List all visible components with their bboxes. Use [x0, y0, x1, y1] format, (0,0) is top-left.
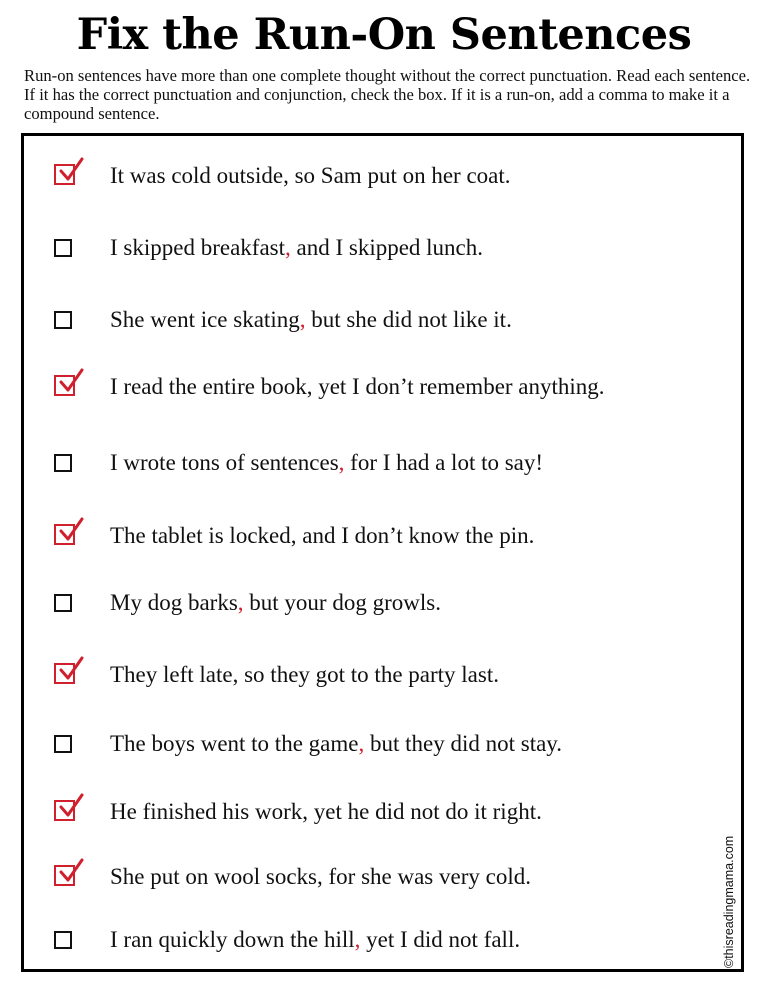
sentence-part: but she did not like it.	[305, 307, 512, 332]
sentence-part: They left late, so they got to the party last.	[110, 662, 499, 687]
sentence-part: My dog barks	[110, 590, 238, 615]
sentence-text	[110, 726, 562, 762]
checkmark-icon	[58, 517, 84, 543]
checkmark-icon	[58, 656, 84, 682]
sentence-part: I wrote tons of sentences	[110, 450, 339, 475]
sentence-text	[110, 158, 511, 194]
empty-checkbox[interactable]	[54, 454, 72, 472]
checkmark-icon	[58, 157, 84, 183]
empty-checkbox[interactable]	[54, 735, 72, 753]
empty-checkbox[interactable]	[54, 931, 72, 949]
sentence-row	[54, 859, 734, 899]
sentence-row	[54, 445, 734, 485]
checkmark-icon	[58, 858, 84, 884]
sentence-text	[110, 369, 605, 405]
checked-checkbox[interactable]	[54, 663, 75, 684]
sentence-text	[110, 794, 542, 830]
sentence-row	[54, 518, 734, 558]
sentence-text	[110, 585, 441, 621]
empty-checkbox[interactable]	[54, 239, 72, 257]
added-comma: ,	[354, 927, 361, 952]
sentence-row	[54, 794, 734, 834]
sentence-text	[110, 445, 543, 481]
checkmark-icon	[58, 793, 84, 819]
sentence-part: He finished his work, yet he did not do it right.	[110, 799, 542, 824]
checked-checkbox[interactable]	[54, 865, 75, 886]
sentence-part: The boys went to the game	[110, 731, 359, 756]
sentence-row	[54, 369, 734, 409]
page-title: Fix the Run-On Sentences	[76, 10, 692, 60]
added-comma: ,	[338, 450, 345, 475]
sentence-row	[54, 302, 734, 342]
instructions-text: Run-on sentences have more than one complete thought without the correct punctuation. Read each sentence. If it has the correct punctuation and conjunction, check the box. If it is a run-on, add a comma to make it a compound sentence.	[24, 66, 751, 123]
sentence-part: I skipped breakfast	[110, 235, 285, 260]
sentence-text	[110, 518, 534, 554]
checkmark-icon	[58, 368, 84, 394]
sentence-row	[54, 726, 734, 766]
sentence-part: I ran quickly down the hill	[110, 927, 355, 952]
sentence-part: I read the entire book, yet I don’t remember anything.	[110, 374, 605, 399]
checked-checkbox[interactable]	[54, 164, 75, 185]
worksheet-box	[21, 133, 744, 972]
added-comma: ,	[285, 235, 291, 260]
checked-checkbox[interactable]	[54, 800, 75, 821]
added-comma: ,	[237, 590, 244, 615]
sentence-part: She put on wool socks, for she was very cold.	[110, 864, 531, 889]
sentence-part: for I had a lot to say!	[344, 450, 544, 475]
sentence-text	[110, 302, 512, 338]
sentence-text	[110, 657, 499, 693]
sentence-row	[54, 158, 734, 198]
sentence-row	[54, 230, 734, 270]
sentence-part: It was cold outside, so Sam put on her coat.	[110, 163, 511, 188]
checked-checkbox[interactable]	[54, 524, 75, 545]
sentence-text	[110, 230, 483, 266]
added-comma: ,	[358, 731, 365, 756]
sentence-text	[110, 859, 531, 895]
sentence-part: She went ice skating	[110, 307, 300, 332]
sentence-row	[54, 657, 734, 697]
credit-text: ©thisreadingmama.com	[722, 835, 736, 968]
empty-checkbox[interactable]	[54, 311, 72, 329]
sentence-part: and I skipped lunch.	[290, 235, 484, 260]
sentence-row	[54, 585, 734, 625]
checked-checkbox[interactable]	[54, 375, 75, 396]
sentence-part: but your dog growls.	[243, 590, 441, 615]
sentence-text	[110, 922, 520, 958]
added-comma: ,	[299, 307, 306, 332]
sentence-part: yet I did not fall.	[360, 927, 521, 952]
sentence-row	[54, 922, 734, 962]
sentence-part: but they did not stay.	[364, 731, 563, 756]
sentence-part: The tablet is locked, and I don’t know the pin.	[110, 523, 535, 548]
empty-checkbox[interactable]	[54, 594, 72, 612]
